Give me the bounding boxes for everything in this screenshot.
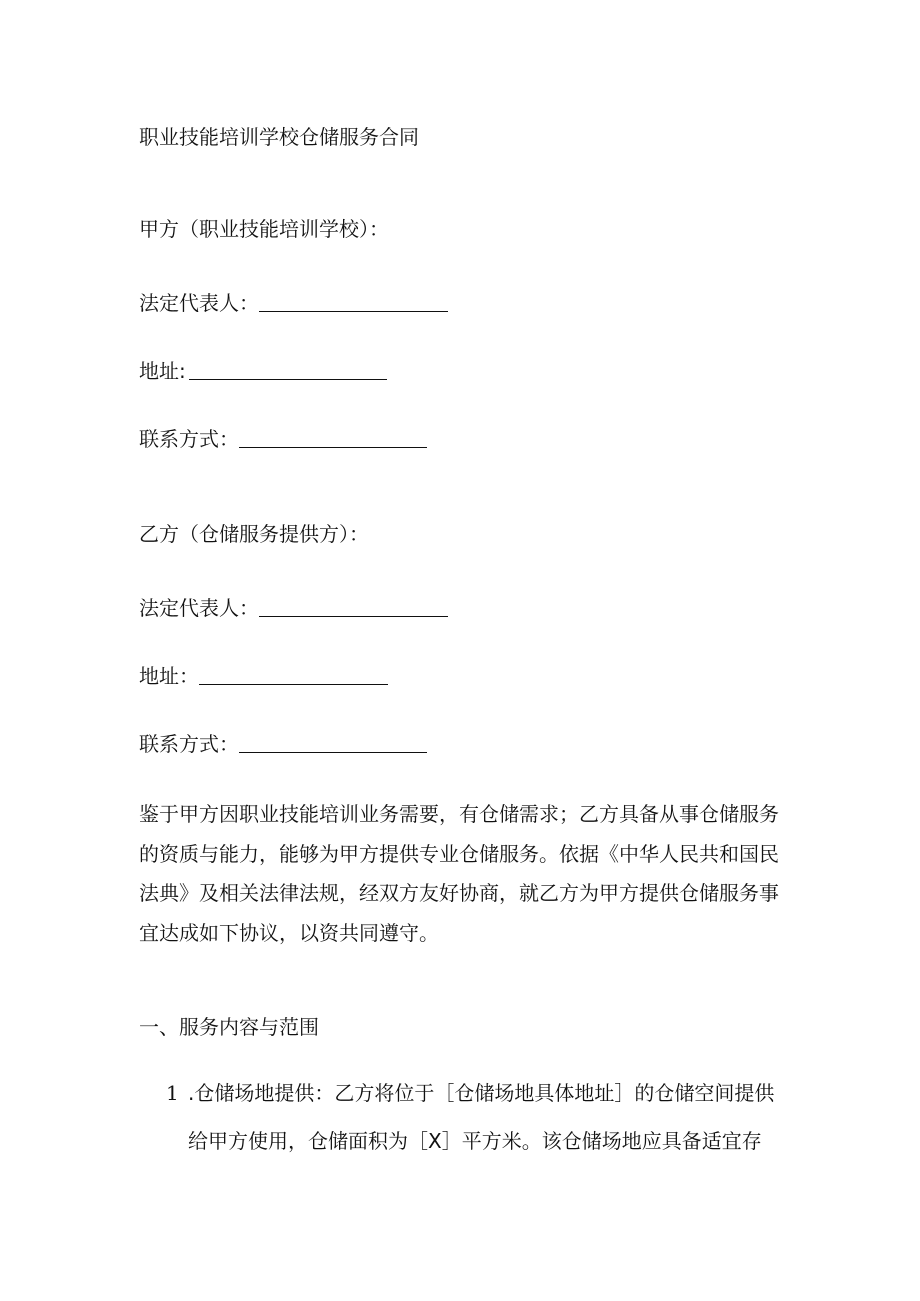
document-title: 职业技能培训学校仓储服务合同 [139, 125, 419, 149]
party-a-contact-label: 联系方式： [139, 427, 239, 451]
party-b-representative-field [139, 594, 448, 622]
party-a-contact-blank [239, 427, 427, 448]
party-a-representative-field [139, 289, 448, 317]
party-b-contact-label: 联系方式： [139, 732, 239, 756]
party-a-address-blank [189, 359, 387, 380]
item-1-line: .仓储场地提供：乙方将位于［仓储场地具体地址］的仓储空间提供 [188, 1081, 775, 1105]
party-b-representative-blank [259, 596, 448, 617]
preamble-line: 法典》及相关法律法规，经双方友好协商，就乙方为甲方提供仓储服务事 [139, 881, 779, 905]
party-a-address-field [139, 357, 387, 385]
party-b-address-label: 地址： [139, 664, 199, 688]
party-b-representative-label: 法定代表人： [139, 596, 259, 620]
item-1-line: 给甲方使用，仓储面积为［X］平方米。该仓储场地应具备适宜存 [188, 1129, 762, 1153]
party-b-heading: 乙方（仓储服务提供方）： [139, 522, 369, 546]
party-a-representative-blank [259, 291, 448, 312]
preamble-line: 的资质与能力，能够为甲方提供专业仓储服务。依据《中华人民共和国民 [139, 841, 779, 866]
preamble-line: 鉴于甲方因职业技能培训业务需要，有仓储需求；乙方具备从事仓储服务 [139, 802, 779, 826]
party-a-representative-label: 法定代表人： [139, 291, 259, 315]
party-a-heading: 甲方（职业技能培训学校）： [139, 217, 389, 241]
preamble-paragraph [139, 795, 789, 953]
item-1-number: 1 [166, 1081, 179, 1105]
party-a-address-label: 地址: [139, 359, 186, 383]
item-1-body [188, 1069, 788, 1165]
party-b-address-field [139, 662, 388, 690]
party-a-contact-field [139, 425, 427, 453]
section-1-heading: 一、服务内容与范围 [139, 1015, 319, 1039]
party-b-contact-blank [239, 732, 427, 753]
preamble-line: 宜达成如下协议，以资共同遵守。 [139, 920, 439, 945]
party-b-contact-field [139, 730, 427, 758]
party-b-address-blank [199, 664, 388, 685]
